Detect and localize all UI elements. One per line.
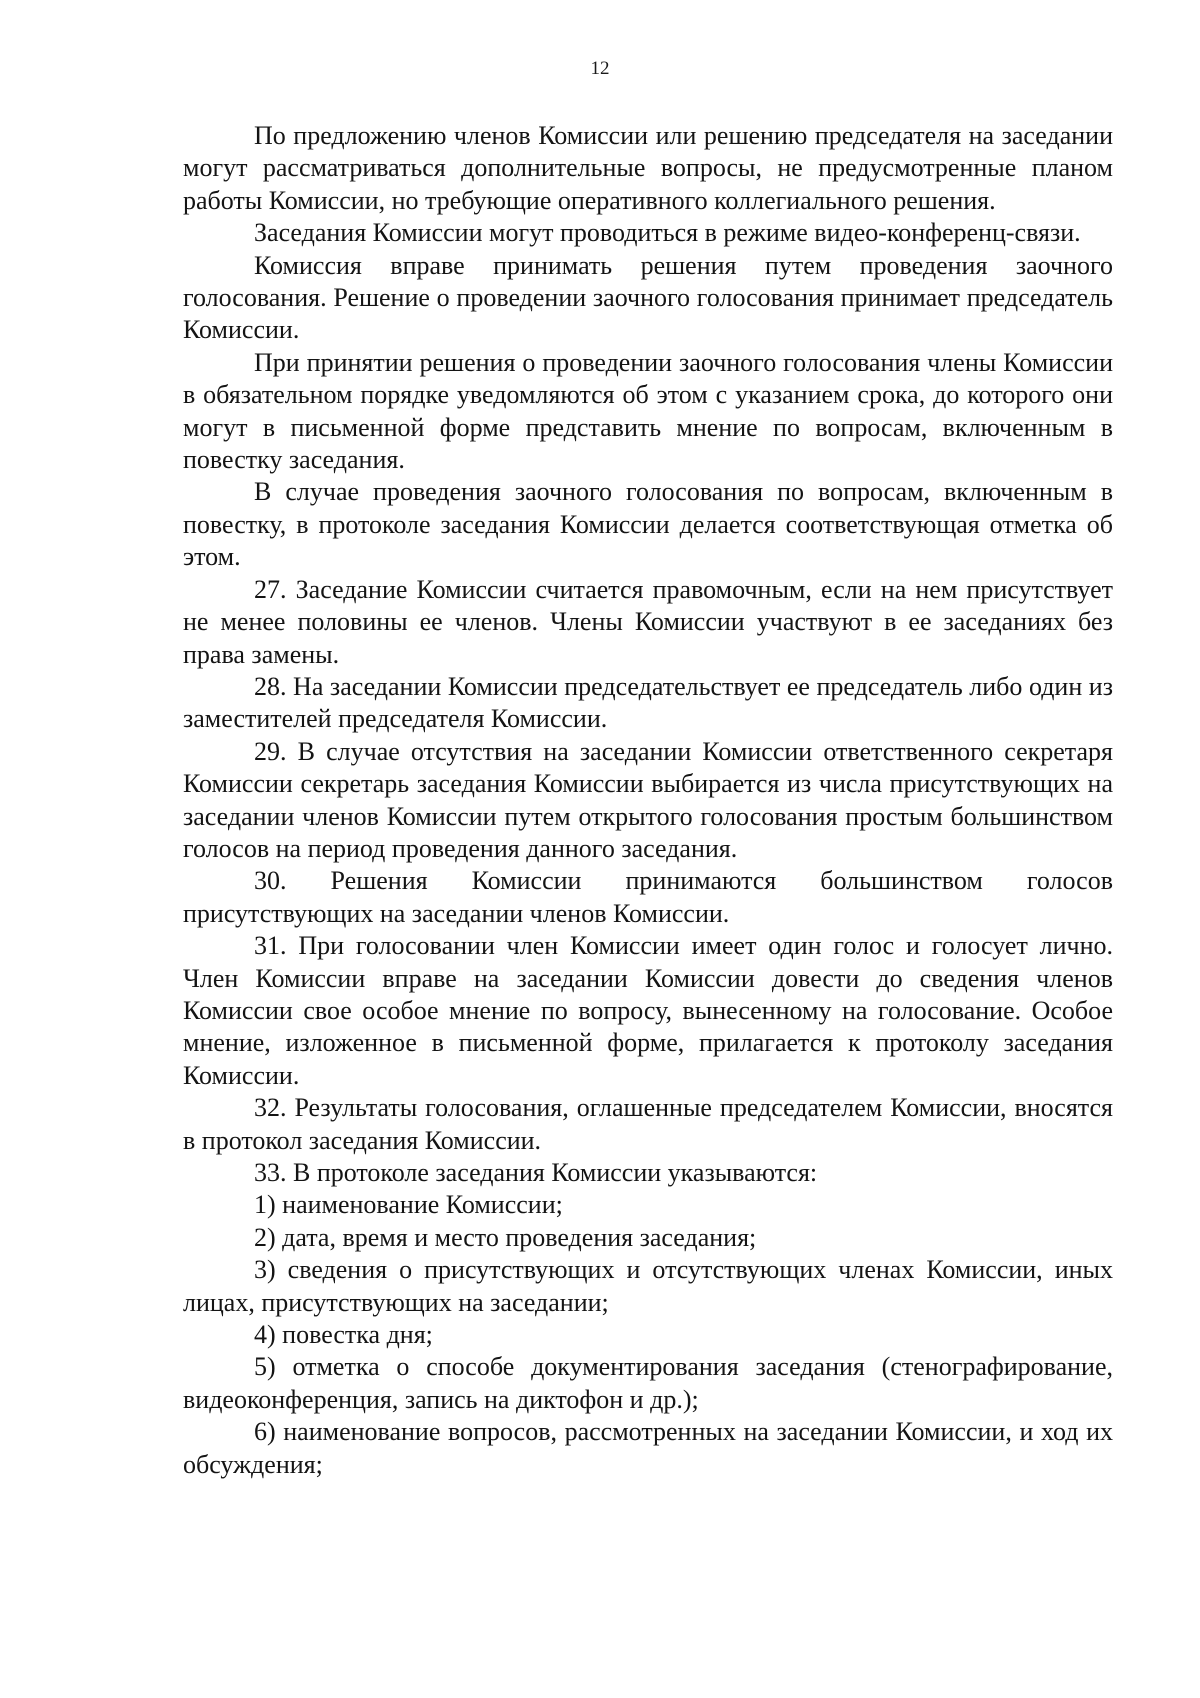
paragraph-absentee-protocol: В случае проведения заочного голосования по вопросам, включенным в повестку, в протоколе заседания Комиссии делается соответствующая отметка об этом. (183, 477, 1113, 572)
list-item-6: 6) наименование вопросов, рассмотренных на заседании Комиссии, и ход их обсуждения; (183, 1417, 1113, 1479)
paragraph-video-conference: Заседания Комиссии могут проводиться в режиме видео-конференц-связи. (254, 218, 1081, 248)
page-number: 12 (590, 58, 610, 79)
list-item-3: 3) сведения о присутствующих и отсутствующих членах Комиссии, иных лицах, присутствующих на заседании; (183, 1255, 1113, 1317)
paragraph-absentee-notification: При принятии решения о проведении заочного голосования члены Комиссии в обязательном порядке уведомляются об этом с указанием срока, до которого они могут в письменной форме представить мнение по вопросам, включенным в повестку заседания. (183, 347, 1113, 475)
list-item-4: 4) повестка дня; (254, 1320, 433, 1350)
clause-29: 29. В случае отсутствия на заседании Комиссии ответственного секретаря Комиссии секретарь заседания Комиссии выбирается из числа присутствующих на заседании членов Комиссии путем открытого голосования простым большинством голосов на период проведения данного заседания. (183, 736, 1113, 863)
clause-27: 27. Заседание Комиссии считается правомочным, если на нем присутствует не менее половины ее членов. Члены Комиссии участвуют в ее заседаниях без права замены. (183, 574, 1113, 669)
paragraph-absentee-voting: Комиссия вправе принимать решения путем проведения заочного голосования. Решение о проведении заочного голосования принимает председатель Комиссии. (183, 250, 1113, 345)
clause-32: 32. Результаты голосования, оглашенные председателем Комиссии, вносятся в протокол заседания Комиссии. (183, 1093, 1113, 1155)
clause-33: 33. В протоколе заседания Комиссии указываются: (254, 1158, 818, 1187)
list-item-5: 5) отметка о способе документирования заседания (стенографирование, видеоконференция, запись на диктофон и др.); (183, 1352, 1113, 1414)
list-item-1: 1) наименование Комиссии; (254, 1190, 563, 1220)
clause-28: 28. На заседании Комиссии председательствует ее председатель либо один из заместителей председателя Комиссии. (183, 671, 1113, 734)
document-body (183, 120, 1113, 1481)
clause-31: 31. При голосовании член Комиссии имеет один голос и голосует лично. Член Комиссии вправе на заседании Комиссии довести до сведения членов Комиссии свое особое мнение по вопросу, вынесенному на голосование. Особое мнение, изложенное в письменной форме, прилагается к протоколу заседания Комиссии. (183, 931, 1113, 1090)
clause-30: 30. Решения Комиссии принимаются большинством голосов присутствующих на заседании членов Комиссии. (183, 866, 1113, 928)
paragraph-additional-questions: По предложению членов Комиссии или решению председателя на заседании могут рассматриваться дополнительные вопросы, не предусмотренные планом работы Комиссии, но требующие оперативного коллегиального решения. (183, 121, 1113, 215)
list-item-2: 2) дата, время и место проведения заседания; (254, 1222, 757, 1252)
